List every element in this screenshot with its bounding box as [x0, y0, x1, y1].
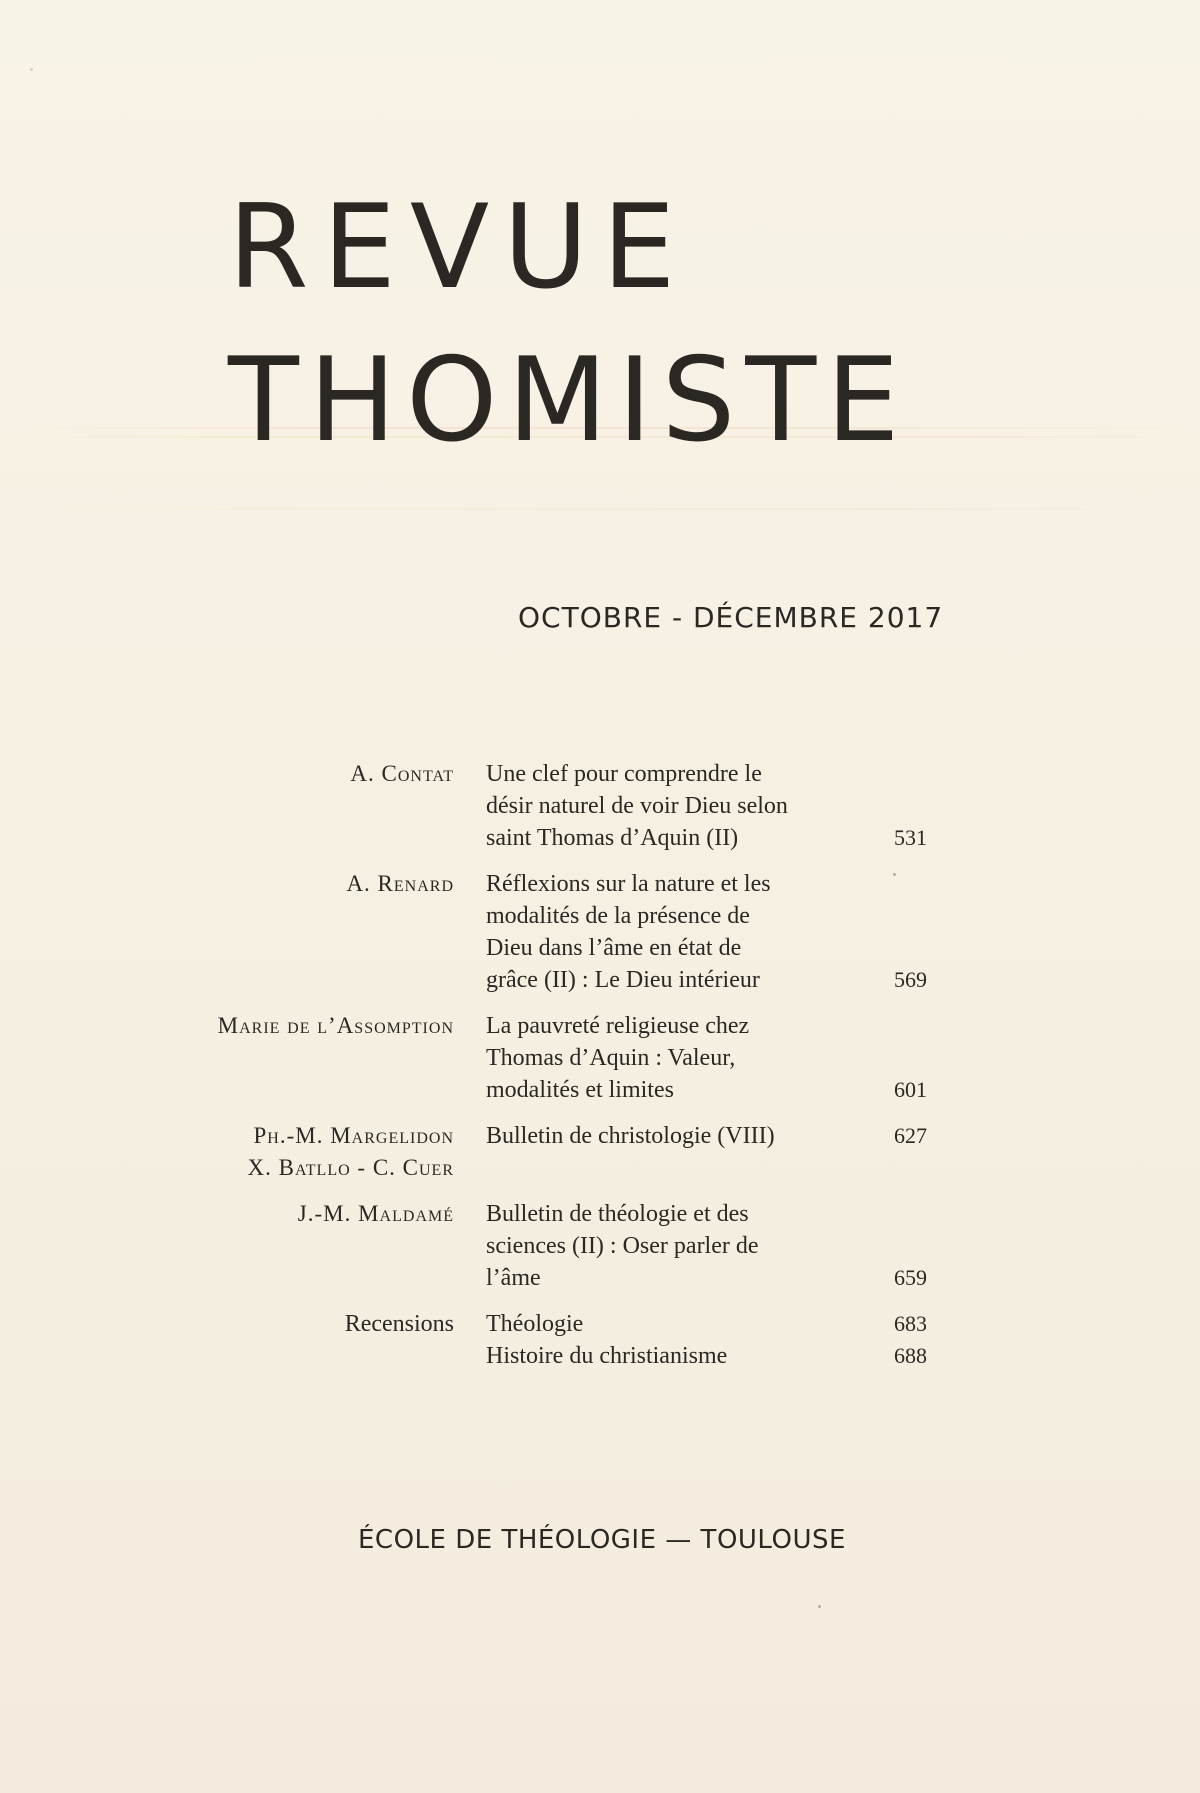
- page-number: 601: [894, 1077, 927, 1102]
- toc-entry: [0, 1120, 1200, 1184]
- toc-title: [486, 1198, 846, 1294]
- dust-speck: [893, 873, 896, 876]
- scan-line: [0, 508, 1200, 510]
- author-name: Marie de l’Assomption: [217, 1013, 454, 1038]
- title-line: Une clef pour comprendre le: [486, 761, 762, 787]
- journal-title-line-1: REVUE: [228, 180, 690, 315]
- review-title: Histoire du christianisme: [486, 1343, 728, 1369]
- title-line: grâce (II) : Le Dieu intérieur: [486, 967, 760, 993]
- reviews-label: Recensions: [344, 1311, 454, 1337]
- title-line: Dieu dans l’âme en état de: [486, 935, 742, 961]
- page-number: 688: [894, 1343, 927, 1368]
- toc-author: [0, 1198, 486, 1294]
- toc-title: [486, 758, 846, 854]
- author-name: J.-M. Maldamé: [297, 1201, 454, 1226]
- title-line: Bulletin de christologie (VIII): [486, 1123, 775, 1149]
- title-line: Bulletin de théologie et des: [486, 1201, 749, 1227]
- title-line: Réflexions sur la nature et les: [486, 871, 771, 897]
- toc-entry: [0, 1198, 1200, 1294]
- review-title: Théologie: [486, 1311, 584, 1337]
- title-line: modalités de la présence de: [486, 903, 750, 929]
- toc-title: [486, 1120, 846, 1184]
- author-name: A. Contat: [350, 761, 454, 786]
- page-number: 683: [894, 1311, 927, 1336]
- page-number: 569: [894, 967, 927, 992]
- title-line: Thomas d’Aquin : Valeur,: [486, 1045, 736, 1071]
- page-number: 627: [894, 1123, 927, 1148]
- toc-title: [486, 868, 846, 996]
- issue-date: OCTOBRE - DÉCEMBRE 2017: [518, 601, 944, 634]
- page-number: 659: [894, 1265, 927, 1290]
- reviews-label-col: [0, 1308, 486, 1372]
- table-of-contents: [0, 758, 1200, 1386]
- dust-speck: [818, 1605, 821, 1608]
- title-line: sciences (II) : Oser parler de: [486, 1233, 759, 1259]
- toc-title: [486, 1010, 846, 1106]
- dust-speck: [30, 68, 33, 71]
- toc-entry: [0, 868, 1200, 996]
- title-line: l’âme: [486, 1265, 541, 1291]
- page-number: 531: [894, 825, 927, 850]
- toc-author: [0, 1010, 486, 1106]
- title-line: modalités et limites: [486, 1077, 674, 1103]
- reviews-list: [486, 1308, 846, 1372]
- author-name: Ph.-M. Margelidon: [253, 1123, 454, 1148]
- toc-author: [0, 868, 486, 996]
- author-name: X. Batllo - C. Cuer: [247, 1155, 454, 1180]
- author-name: A. Renard: [346, 871, 454, 896]
- toc-author: [0, 1120, 486, 1184]
- toc-entry: [0, 758, 1200, 854]
- reviews-entry: [0, 1308, 1200, 1372]
- toc-entry: [0, 1010, 1200, 1106]
- title-line: saint Thomas d’Aquin (II): [486, 825, 739, 851]
- journal-title-line-2: THOMISTE: [228, 333, 910, 468]
- title-line: La pauvreté religieuse chez: [486, 1013, 750, 1039]
- toc-author: [0, 758, 486, 854]
- title-line: désir naturel de voir Dieu selon: [486, 793, 788, 819]
- publisher-line: ÉCOLE DE THÉOLOGIE — TOULOUSE: [358, 1525, 846, 1555]
